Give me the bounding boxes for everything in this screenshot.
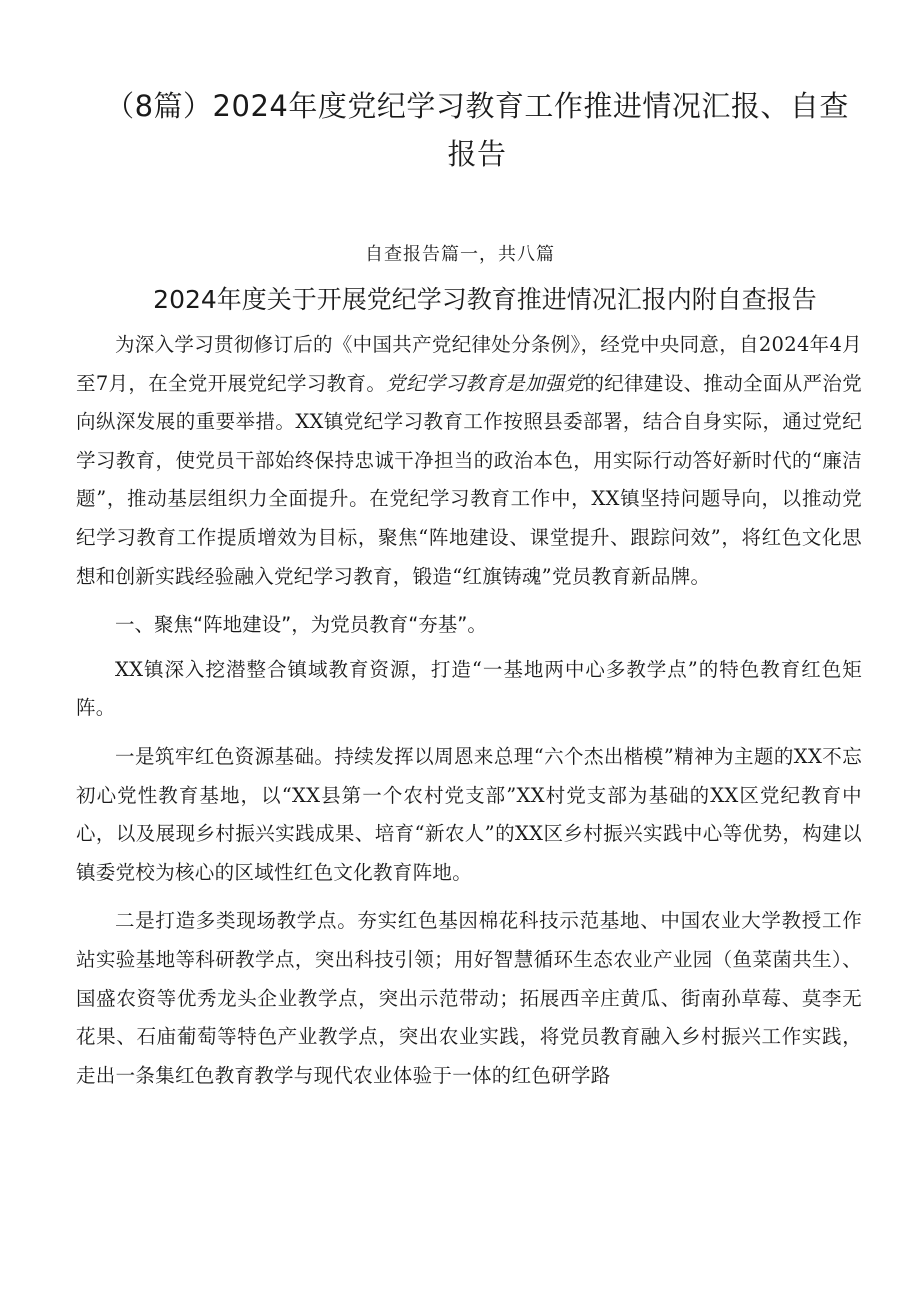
section1-paragraph: XX镇深入挖潜整合镇域教育资源，打造“一基地两中心多教学点”的特色教育红色矩阵。 bbox=[76, 657, 862, 720]
report-title: 2024年度关于开展党纪学习教育推进情况汇报内附自查报告 bbox=[153, 285, 817, 314]
intro-text-italic: 党纪学习教育是加强党 bbox=[386, 371, 585, 395]
section1-paragraph: 一是筑牢红色资源基础。持续发挥以周恩来总理“六个杰出楷模”精神为主题的XX不忘初心党性教育基地，以“XX县第一个农村党支部”XX村党支部为基础的XX区党纪教育中心，以及展现乡村振兴实践成果、培育“新农人”的XX区乡村振兴实践中心等优势，构建以镇委党校为核心的区域性红色文化教育阵地。 bbox=[76, 744, 862, 884]
document-body bbox=[76, 326, 862, 1095]
section1-paragraph: 二是打造多类现场教学点。夯实红色基因棉花科技示范基地、中国农业大学教授工作站实验基地等科研教学点，突出科技引领；用好智慧循环生态农业产业园（鱼菜菌共生）、国盛农资等优秀龙头企业教学点，突出示范带动；拓展西辛庄黄瓜、街南孙草莓、莫李无花果、石庙葡萄等特色产业教学点，突出农业实践，将党员教育融入乡村振兴工作实践，走出一条集红色教育教学与现代农业体验于一体的红色研学路 bbox=[76, 909, 862, 1087]
document-subtitle: 自查报告篇一，共八篇 bbox=[365, 244, 555, 265]
section-heading-1: 一、聚焦“阵地建设”，为党员教育“夯基”。 bbox=[115, 613, 487, 637]
intro-paragraph bbox=[76, 326, 862, 596]
document-title: （8篇）2024年度党纪学习教育工作推进情况汇报、自查报告 bbox=[105, 89, 849, 171]
intro-text-part3: 的纪律建设、推动全面从严治党向纵深发展的重要举措。XX镇党纪学习教育工作按照县委部署，结合自身实际，通过党纪学习教育，使党员干部始终保持忠诚干净担当的政治本色，用实际行动答好新时代的“廉洁题”，推动基层组织力全面提升。在党纪学习教育工作中，XX镇坚持问题导向，以推动党纪学习教育工作提质增效为目标，聚焦“阵地建设、课堂提升、跟踪问效”，将红色文化思想和创新实践经验融入党纪学习教育，锻造“红旗铸魂”党员教育新品牌。 bbox=[76, 371, 862, 588]
intro-text-part1: 为深入学习贯彻修订后的《中国共产党纪律处分条例》，经党中央同意，自2024年4月至7月，在全党开展党纪学习教育。 bbox=[76, 333, 862, 395]
